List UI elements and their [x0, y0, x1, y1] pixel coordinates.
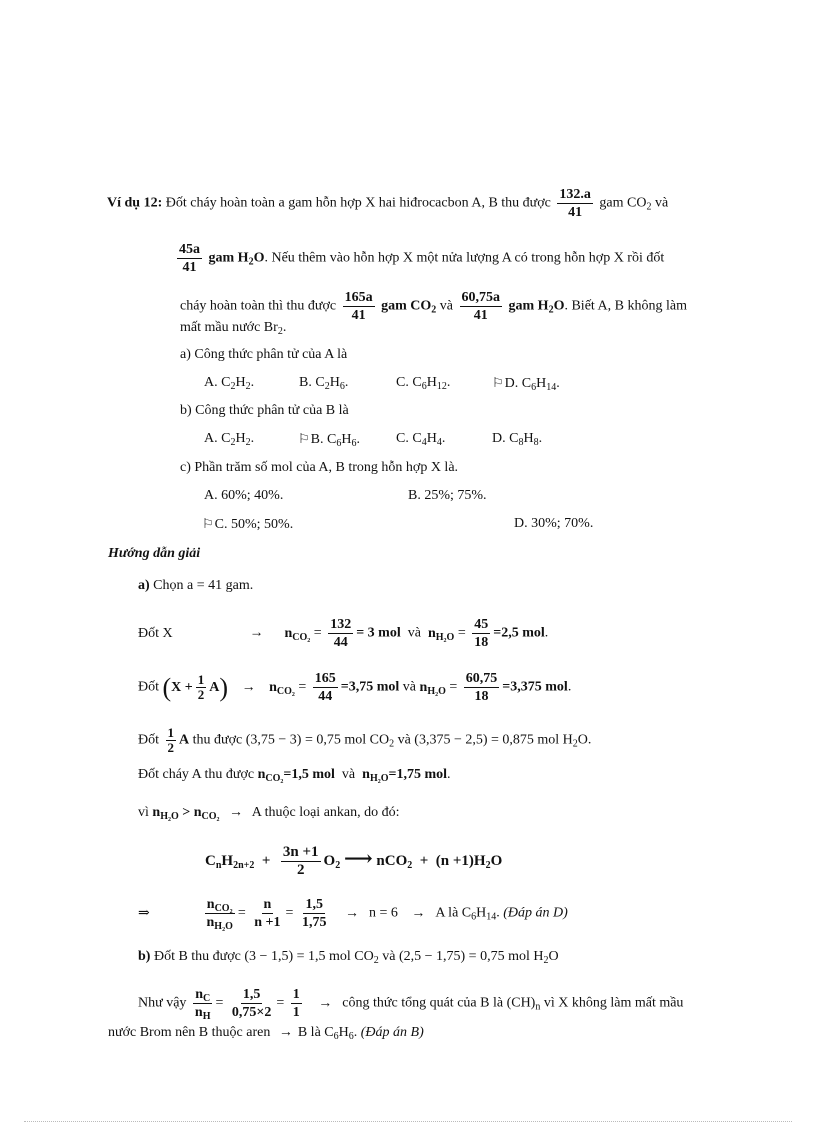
solution-step-5: vì $n_{H_2O} > n_{CO_2} \to A$ thuộc loại ankan, do đó: — [138, 805, 400, 822]
fraction-3n1-2: $\frac{3n +1}{2}$ — [282, 844, 319, 878]
option-a-C[interactable]: C. $C_6H_{12}$. — [396, 375, 451, 392]
option-a-B[interactable]: B. $C_2H_6$. — [299, 375, 349, 392]
flag-icon: ⚐ — [298, 431, 310, 446]
solution-part-b: b) Đốt B thu được (3 − 1,5) = 1,5 mol $CO_2$ và (2,5 − 1,75) = 0,75 mol $H_2O$ — [138, 949, 559, 966]
reaction-equation: $C_nH_{2n+2}$ + $\frac{3n +1}{2}$ $O_2$ ⟶ $nCO_2 + (n +1)H_2O$ — [205, 844, 503, 878]
solution-step-4: Đốt cháy A thu được $n_{CO_2}=1,5$ mol và $n_{H_2O}=1,75$ mol. — [138, 767, 451, 784]
solution-thus: Như vậy $\frac{n_C}{n_H}$ = $\frac{1,5}{0,75\times 2}$ = $\frac{1}{1}$ → công thức tổng quát của B là $(CH)_n$ vì X không làm mất mầu — [138, 987, 684, 1022]
solution-choose: a) Chọn a = 41 gam. — [138, 578, 254, 593]
page-divider — [24, 1121, 792, 1122]
fraction-1-1: $\frac{1}{1}$ — [292, 987, 300, 1020]
problem-intro: Đốt cháy hoàn toàn a gam hỗn hợp X hai hiđrocacbon A, B thu được — [165, 195, 551, 211]
fraction-half-a: $\frac{1}{2}$ — [167, 725, 174, 755]
question-c-prompt: c) Phần trăm số mol của A, B trong hỗn hợp X là. — [180, 460, 459, 475]
fraction-6075-18: $\frac{60,75}{18}$ — [465, 671, 498, 704]
fraction-co2-2: $\frac{165a}{41}$ — [344, 290, 373, 323]
fraction-co2-1: $\frac{132.a}{41}$ — [559, 187, 591, 220]
option-c-B[interactable]: B. 25%; 75%. — [408, 488, 487, 503]
flag-icon: ⚐ — [202, 516, 214, 531]
fraction-n-n1: $\frac{n}{n +1}$ — [254, 897, 281, 930]
question-a-prompt: a) Công thức phân tử của A là — [180, 347, 348, 362]
fraction-h2o-1: $\frac{45a}{41}$ — [179, 242, 200, 275]
problem-line-2: $\frac{45a}{41}$ gam $H_2O$. Nếu thêm vào hỗn hợp X một nửa lượng A có trong hỗn hợp X rồi đốt — [179, 242, 665, 275]
solution-title: Hướng dẫn giải — [108, 546, 201, 561]
option-a-A[interactable]: A. $C_2H_2$. — [204, 375, 255, 392]
problem-label: Ví dụ 12: — [107, 195, 163, 211]
flag-icon: ⚐ — [492, 375, 504, 390]
solution-ratio: ⇒ $n_{CO_2}$ $n_{H_2O}$ = $\frac{n}{n +1}$ = $\frac{1,5}{1,75}$ → n = 6 → A là $C_6H_{14}$. (Đáp án D) — [138, 897, 568, 932]
fraction-15-175: $\frac{1,5}{1,75}$ — [301, 897, 327, 930]
fraction-45-18: $\frac{45}{18}$ — [474, 617, 489, 650]
fraction-nco2-nh2o: $n_{CO_2}$ $n_{H_2O}$ — [206, 897, 233, 932]
fraction-nc-nh: $\frac{n_C}{n_H}$ — [194, 987, 211, 1022]
option-c-C[interactable]: ⚐C. 50%; 50%. — [202, 516, 294, 532]
problem-line-1: Ví dụ 12: Đốt cháy hoàn toàn a gam hỗn hợp X hai hiđrocacbon A, B thu được $\frac{132.a}{41}$ gam $CO_2$ và — [107, 187, 669, 220]
question-b-prompt: b) Công thức phân tử của B là — [180, 403, 349, 418]
option-b-A[interactable]: A. $C_2H_2$. — [204, 431, 255, 448]
option-c-D[interactable]: D. 30%; 70%. — [514, 516, 594, 531]
fraction-h2o-2: $\frac{60,75a}{41}$ — [461, 290, 501, 323]
option-b-D[interactable]: D. $C_8H_8$. — [492, 431, 543, 448]
fraction-132-44: $\frac{132}{44}$ — [330, 617, 352, 650]
option-c-A[interactable]: A. 60%; 40%. — [204, 488, 284, 503]
solution-step-3: Đốt $\frac{1}{2}$ A thu được (3,75 − 3) = 0,75 mol $CO_2$ và (3,375 − 2,5) = 0,875 mol $H_2O$. — [138, 725, 592, 755]
option-a-D[interactable]: ⚐D. $C_6H_{14}$. — [492, 375, 560, 393]
problem-line-3: cháy hoàn toàn thì thu được $\frac{165a}{41}$ gam $CO_2$ và $\frac{60,75a}{41}$ gam $H_2O$. Biết A, B không làm — [180, 290, 687, 323]
fraction-half: $\frac{1}{2}$ — [197, 672, 205, 702]
option-b-C[interactable]: C. $C_4H_4$. — [396, 431, 446, 448]
option-b-B[interactable]: ⚐B. $C_6H_6$. — [298, 431, 360, 449]
problem-line-4: mất mầu nước $Br_2$. — [180, 320, 287, 337]
solution-step-2: Đốt (X + $\frac{1}{2}$ $A) \to n_{CO_2}$ = $\frac{165}{44}$ =3,75 mol và $n_{H_2O}$ = $\frac{60,75}{18}$ =3,375 mol. — [138, 671, 572, 704]
fraction-165-44: $\frac{165}{44}$ — [314, 671, 336, 704]
solution-last-line: nước Brom nên B thuộc aren → B là $C_6H_6$. (Đáp án B) — [108, 1025, 424, 1042]
fraction-15-075x2: $\frac{1,5}{0,75\times 2}$ — [231, 987, 272, 1020]
solution-step-1: Đốt $X \to n_{CO_2}$ = $\frac{132}{44}$ = 3 mol và $n_{H_2O}$ = $\frac{45}{18}$ =2,5 mol. — [138, 617, 549, 650]
